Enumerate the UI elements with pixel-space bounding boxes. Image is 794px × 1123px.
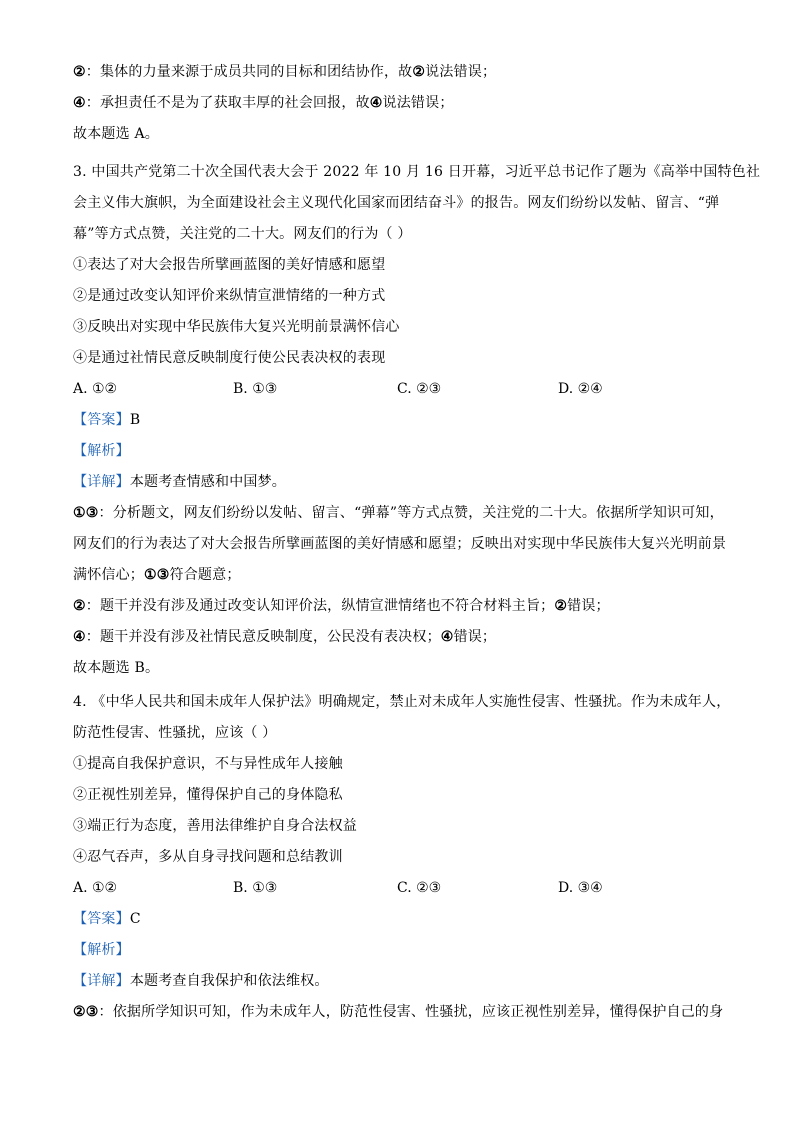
q4-option-b: B. ①③	[233, 880, 278, 896]
q4-item-2: ②正视性别差异，懂得保护自己的身体隐私	[73, 787, 343, 803]
q3-answer: 【答案】B	[73, 412, 141, 428]
q4-analysis-para-1: ②③：依据所学知识可知，作为未成年人，防范性侵害、性骚扰，应该正视性别差异，懂得保护自己的身	[73, 1004, 724, 1020]
q4-stem-line-2: 防范性侵害、性骚扰，应该（ ）	[73, 725, 277, 741]
q4-option-d: D. ③④	[558, 880, 603, 896]
q3-stem-line-2: 会主义伟大旗帜，为全面建设社会主义现代化国家而团结奋斗》的报告。网友们纷纷以发帖、留言、“弹	[73, 195, 720, 211]
q3-analysis-para-2: ②：题干并没有涉及通过改变认知评价法，纵情宣泄情绪也不符合材料主旨；②错误；	[73, 598, 610, 614]
q4-item-3: ③端正行为态度，善用法律维护自身合法权益	[73, 818, 357, 834]
q3-item-4: ④是通过社情民意反映制度行使公民表决权的表现	[73, 350, 386, 366]
q3-analysis-para-1-line-2: 网友们的行为表达了对大会报告所擘画蓝图的美好情感和愿望；反映出对实现中华民族伟大复兴光明前景	[73, 536, 727, 552]
q3-option-b: B. ①③	[233, 381, 278, 397]
q4-item-1: ①提高自我保护意识，不与异性成年人接触	[73, 756, 343, 772]
q2-analysis-line-4: ④：承担责任不是为了获取丰厚的社会回报，故④说法错误；	[73, 95, 454, 111]
q2-conclusion: 故本题选 A。	[73, 126, 159, 142]
q2-analysis-line-2: ②：集体的力量来源于成员共同的目标和团结协作，故②说法错误；	[73, 64, 497, 80]
q3-conclusion: 故本题选 B。	[73, 660, 160, 676]
q3-analysis-para-3: ④：题干并没有涉及社情民意反映制度，公民没有表决权；④错误；	[73, 629, 497, 645]
q4-item-4: ④忍气吞声，多从自身寻找问题和总结教训	[73, 849, 343, 865]
q4-option-a: A. ①②	[73, 880, 118, 896]
q3-item-3: ③反映出对实现中华民族伟大复兴光明前景满怀信心	[73, 319, 400, 335]
q3-analysis-para-1-line-3: 满怀信心；①③符合题意；	[73, 567, 241, 583]
q3-item-2: ②是通过改变认知评价来纵情宣泄情绪的一种方式	[73, 288, 386, 304]
q4-stem-line-1: 4. 《中华人民共和国未成年人保护法》明确规定，禁止对未成年人实施性侵害、性骚扰。作为未成年人，	[73, 694, 731, 710]
q3-option-a: A. ①②	[73, 381, 118, 397]
q4-detail: 【详解】本题考查自我保护和依法维权。	[73, 973, 329, 989]
q4-option-c: C. ②③	[397, 880, 442, 896]
q4-answer: 【答案】C	[73, 911, 141, 927]
q3-option-d: D. ②④	[558, 381, 603, 397]
q3-options	[73, 379, 733, 399]
q3-stem-line-1: 3. 中国共产党第二十次全国代表大会于 2022 年 10 月 16 日开幕，习近平总书记作了题为《高举中国特色社	[73, 164, 761, 180]
q4-options	[73, 878, 733, 898]
q3-item-1: ①表达了对大会报告所擘画蓝图的美好情感和愿望	[73, 257, 386, 273]
q3-analysis-para-1-line-1: ①③：分析题文，网友们纷纷以发帖、留言、“弹幕”等方式点赞，关注党的二十大。依据所学知识可知，	[73, 505, 724, 521]
q3-detail: 【详解】本题考查情感和中国梦。	[73, 474, 287, 490]
q3-analysis-tag: 【解析】	[73, 443, 130, 459]
q3-stem-line-3: 幕”等方式点赞，关注党的二十大。网友们的行为（ ）	[73, 226, 412, 242]
q4-analysis-tag: 【解析】	[73, 942, 130, 958]
q3-option-c: C. ②③	[397, 381, 442, 397]
